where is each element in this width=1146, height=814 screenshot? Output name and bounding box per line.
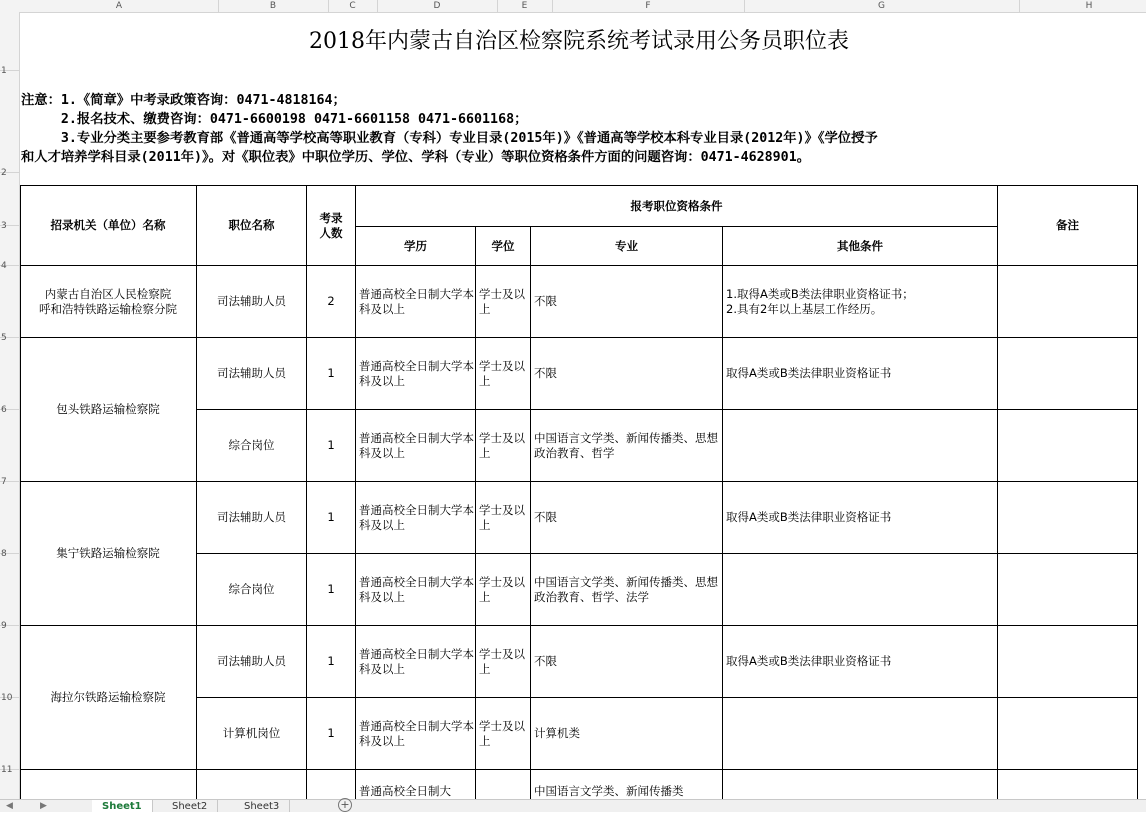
header-major[interactable]: 专业 — [531, 227, 723, 266]
row-header-4[interactable] — [0, 225, 19, 271]
cell-remark[interactable] — [998, 770, 1138, 799]
header-conditions[interactable]: 报考职位资格条件 — [356, 186, 998, 227]
sheet-tab-bar — [0, 799, 1146, 812]
cell-position[interactable]: 司法辅助人员 — [197, 626, 307, 698]
row-number: 3 — [1, 221, 7, 231]
row-header-8[interactable] — [0, 481, 19, 559]
cell-count[interactable]: 1 — [307, 626, 356, 698]
cell-education[interactable]: 普通高校全日制大学本科及以上 — [356, 626, 476, 698]
sheet-title[interactable]: 2018年内蒙古自治区检察院系统考试录用公务员职位表 — [309, 29, 849, 54]
header-position[interactable]: 职位名称 — [197, 186, 307, 266]
cell-other[interactable] — [723, 410, 998, 482]
cell-degree[interactable]: 学士及以上 — [476, 482, 531, 554]
agency-cell[interactable]: 内蒙古自治区人民检察院 呼和浩特铁路运输检察分院 — [20, 266, 197, 338]
cell-degree[interactable]: 学士及以上 — [476, 698, 531, 770]
row-header-1[interactable] — [0, 12, 19, 76]
cell-education[interactable]: 普通高校全日制大学本科及以上 — [356, 266, 476, 338]
cell-degree[interactable]: 学士及以上 — [476, 266, 531, 338]
worksheet-grid[interactable] — [20, 13, 1146, 799]
row-number: 9 — [1, 621, 7, 631]
prev-sheet-icon[interactable]: ◀ — [6, 801, 13, 811]
cell-count[interactable]: 2 — [307, 266, 356, 338]
header-agency[interactable]: 招录机关（单位）名称 — [20, 186, 197, 266]
next-sheet-icon[interactable]: ▶ — [40, 801, 47, 811]
sheet-tab-sheet3[interactable]: Sheet3 — [234, 800, 290, 812]
agency-cell[interactable] — [20, 770, 197, 799]
column-header-e[interactable]: E — [497, 0, 553, 12]
cell-major[interactable]: 中国语言文学类、新闻传播类 — [531, 770, 723, 799]
row-number: 6 — [1, 405, 7, 415]
cell-other[interactable]: 取得A类或B类法律职业资格证书 — [723, 626, 998, 698]
row-number: 10 — [1, 693, 13, 703]
cell-count[interactable]: 1 — [307, 698, 356, 770]
cell-other[interactable]: 取得A类或B类法律职业资格证书 — [723, 482, 998, 554]
row-header-5[interactable] — [0, 265, 19, 343]
notes-block[interactable] — [21, 91, 1141, 167]
row-number: 2 — [1, 168, 7, 178]
row-header-3[interactable] — [0, 172, 19, 231]
cell-education[interactable]: 普通高校全日制大学本科及以上 — [356, 410, 476, 482]
cell-degree[interactable] — [476, 770, 531, 799]
cell-count[interactable]: 1 — [307, 338, 356, 410]
row-number: 5 — [1, 333, 7, 343]
row-header-bar — [0, 12, 20, 799]
column-header-d[interactable]: D — [377, 0, 498, 12]
cell-position[interactable] — [197, 770, 307, 799]
cell-education[interactable]: 普通高校全日制大学本科及以上 — [356, 482, 476, 554]
cell-major[interactable]: 不限 — [531, 482, 723, 554]
cell-education[interactable]: 普通高校全日制大学本科及以上 — [356, 338, 476, 410]
cell-degree[interactable]: 学士及以上 — [476, 554, 531, 626]
note-line-2: 2.报名技术、缴费咨询：0471-6600198 0471-6601158 0471-6601168； — [21, 112, 528, 127]
row-number: 8 — [1, 549, 7, 559]
header-education[interactable]: 学历 — [356, 227, 476, 266]
row-header-6[interactable] — [0, 337, 19, 415]
row-number: 4 — [1, 261, 7, 271]
row-number: 1 — [1, 66, 7, 76]
cell-remark[interactable] — [998, 698, 1138, 770]
row-number: 7 — [1, 477, 7, 487]
sheet-tab-sheet1[interactable]: Sheet1 — [92, 800, 153, 812]
note-line-4: 和人才培养学科目录(2011年)》。对《职位表》中职位学历、学位、学科（专业）等职位资格条件方面的问题咨询：0471-4628901。 — [21, 150, 810, 165]
cell-other[interactable] — [723, 554, 998, 626]
cell-major[interactable]: 不限 — [531, 266, 723, 338]
cell-remark[interactable] — [998, 338, 1138, 410]
sheet-tab-sheet2[interactable]: Sheet2 — [162, 800, 218, 812]
column-header-c[interactable]: C — [328, 0, 378, 12]
cell-remark[interactable] — [998, 482, 1138, 554]
column-header-bar — [0, 0, 1146, 13]
cell-degree[interactable]: 学士及以上 — [476, 410, 531, 482]
row-header-7[interactable] — [0, 409, 19, 487]
add-sheet-icon[interactable]: + — [338, 798, 352, 812]
agency-cell[interactable]: 集宁铁路运输检察院 — [20, 482, 197, 626]
cell-count[interactable]: 1 — [307, 410, 356, 482]
cell-major[interactable]: 计算机类 — [531, 698, 723, 770]
cell-education[interactable]: 普通高校全日制大 — [356, 770, 476, 799]
cell-major[interactable]: 不限 — [531, 626, 723, 698]
agency-cell[interactable]: 包头铁路运输检察院 — [20, 338, 197, 482]
column-header-g[interactable]: G — [744, 0, 1020, 12]
column-header-f[interactable]: F — [552, 0, 745, 12]
cell-remark[interactable] — [998, 410, 1138, 482]
cell-degree[interactable]: 学士及以上 — [476, 626, 531, 698]
header-count[interactable]: 考录 人数 — [307, 186, 356, 266]
row-header-11[interactable] — [0, 697, 19, 775]
cell-remark[interactable] — [998, 266, 1138, 338]
note-line-3: 3.专业分类主要参考教育部《普通高等学校高等职业教育（专科）专业目录(2015年)》《普通高等学校本科专业目录(2012年)》《学位授予 — [21, 131, 878, 146]
cell-major[interactable]: 中国语言文学类、新闻传播类、思想政治教育、哲学 — [531, 410, 723, 482]
row-header-9[interactable] — [0, 553, 19, 631]
cell-position[interactable]: 司法辅助人员 — [197, 482, 307, 554]
row-header-2[interactable] — [0, 70, 19, 178]
cell-education[interactable]: 普通高校全日制大学本科及以上 — [356, 698, 476, 770]
cell-other[interactable] — [723, 770, 998, 799]
header-remark[interactable]: 备注 — [998, 186, 1138, 266]
cell-count[interactable]: 1 — [307, 482, 356, 554]
note-line-1: 注意：1.《简章》中考录政策咨询：0471-4818164； — [21, 93, 346, 108]
cell-major[interactable]: 中国语言文学类、新闻传播类、思想政治教育、哲学、法学 — [531, 554, 723, 626]
cell-other[interactable]: 1.取得A类或B类法律职业资格证书； 2.具有2年以上基层工作经历。 — [723, 266, 998, 338]
cell-count[interactable] — [307, 770, 356, 799]
row-header-10[interactable] — [0, 625, 19, 703]
cell-remark[interactable] — [998, 554, 1138, 626]
header-other[interactable]: 其他条件 — [723, 227, 998, 266]
cell-position[interactable]: 司法辅助人员 — [197, 338, 307, 410]
cell-position[interactable]: 综合岗位 — [197, 554, 307, 626]
cell-position[interactable]: 司法辅助人员 — [197, 266, 307, 338]
cell-position[interactable]: 综合岗位 — [197, 410, 307, 482]
cell-degree[interactable]: 学士及以上 — [476, 338, 531, 410]
header-degree[interactable]: 学位 — [476, 227, 531, 266]
column-header-h[interactable]: H — [1019, 0, 1146, 12]
cell-other[interactable] — [723, 698, 998, 770]
column-header-b[interactable]: B — [218, 0, 329, 12]
cell-education[interactable]: 普通高校全日制大学本科及以上 — [356, 554, 476, 626]
column-header-a[interactable]: A — [20, 0, 219, 12]
row-number: 11 — [1, 765, 13, 775]
cell-count[interactable]: 1 — [307, 554, 356, 626]
cell-major[interactable]: 不限 — [531, 338, 723, 410]
cell-position[interactable]: 计算机岗位 — [197, 698, 307, 770]
agency-cell[interactable]: 海拉尔铁路运输检察院 — [20, 626, 197, 770]
cell-other[interactable]: 取得A类或B类法律职业资格证书 — [723, 338, 998, 410]
cell-remark[interactable] — [998, 626, 1138, 698]
